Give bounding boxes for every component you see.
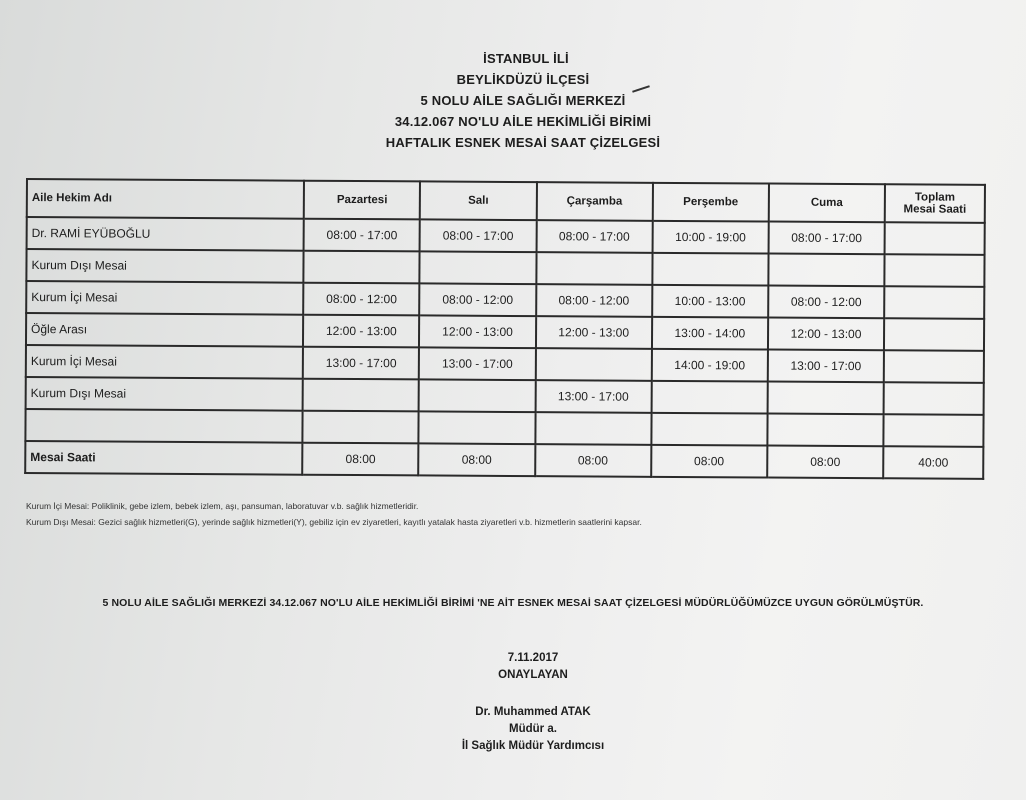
footnotes <box>26 498 642 530</box>
cell-friday: 12:00 - 13:00 <box>768 318 884 351</box>
document-header <box>0 48 1026 153</box>
total-wednesday: 08:00 <box>535 444 651 477</box>
header-province: İSTANBUL İLİ <box>483 51 569 66</box>
cell-friday: 13:00 - 17:00 <box>768 350 884 383</box>
cell-wednesday: 13:00 - 17:00 <box>535 380 651 413</box>
row-label: Kurum İçi Mesai <box>26 345 303 379</box>
cell-total <box>885 222 985 255</box>
cell-wednesday: 08:00 - 12:00 <box>536 284 652 317</box>
cell-thursday: 13:00 - 14:00 <box>652 317 768 350</box>
cell-thursday: 14:00 - 19:00 <box>651 349 767 382</box>
cell-thursday <box>651 381 767 414</box>
cell-wednesday: 08:00 - 17:00 <box>536 220 652 253</box>
header-total-hours <box>885 184 985 223</box>
cell-total <box>884 254 984 287</box>
header-district: BEYLİKDÜZÜ İLÇESİ <box>456 72 590 87</box>
approver-position: İl Sağlık Müdür Yardımcısı <box>461 740 605 752</box>
cell-thursday <box>652 253 768 286</box>
cell-monday: 12:00 - 13:00 <box>303 315 419 348</box>
cell-tuesday <box>419 411 535 444</box>
total-thursday: 08:00 <box>651 445 767 478</box>
row-label: Kurum İçi Mesai <box>26 281 303 315</box>
header-total-line1: Toplam <box>914 191 955 204</box>
header-health-center: 5 NOLU AİLE SAĞLIĞI MERKEZİ <box>420 93 626 108</box>
row-label <box>25 409 302 443</box>
row-label: Dr. RAMİ EYÜBOĞLU <box>27 217 304 251</box>
cell-tuesday: 08:00 - 17:00 <box>420 219 536 252</box>
cell-friday: 08:00 - 17:00 <box>768 222 884 255</box>
total-friday: 08:00 <box>767 446 883 479</box>
total-row-label: Mesai Saati <box>25 441 302 475</box>
note-outside-hours: Kurum Dışı Mesai: Gezici sağlık hizmetleri(G), yerinde sağlık hizmetleri(Y), gebiliz için ev ziyaretleri, kayıtlı yatalak hasta ziyaretleri v.b. hizmetlerin saatlerini kapsar. <box>26 517 642 527</box>
cell-tuesday <box>420 251 536 284</box>
cell-tuesday: 13:00 - 17:00 <box>419 347 535 380</box>
header-thursday: Perşembe <box>652 183 768 222</box>
total-weekly: 40:00 <box>883 446 983 479</box>
approver-title: Müdür a. <box>509 723 557 735</box>
cell-tuesday: 12:00 - 13:00 <box>419 315 535 348</box>
cell-tuesday <box>419 379 535 412</box>
row-label: Kurum Dışı Mesai <box>26 377 303 411</box>
total-monday: 08:00 <box>302 443 418 476</box>
approval-statement: 5 NOLU AİLE SAĞLIĞI MERKEZİ 34.12.067 NO'LU AİLE HEKİMLİĞİ BİRİMİ 'NE AİT ESNEK MESAİ SAAT ÇİZELGESİ MÜDÜRLÜĞÜMÜZCE UYGUN GÖRÜLMÜŞTÜR. <box>102 597 924 609</box>
cell-monday: 08:00 - 12:00 <box>303 283 419 316</box>
cell-monday: 08:00 - 17:00 <box>304 219 420 252</box>
cell-wednesday: 12:00 - 13:00 <box>536 316 652 349</box>
cell-monday <box>304 251 420 284</box>
approver-name: Dr. Muhammed ATAK <box>475 706 591 718</box>
header-tuesday: Salı <box>420 181 536 220</box>
cell-wednesday <box>535 348 651 381</box>
schedule-table <box>24 178 986 480</box>
table-total-row <box>25 441 983 479</box>
signature-block <box>0 650 1026 755</box>
total-tuesday: 08:00 <box>419 443 535 476</box>
cell-friday: 08:00 - 12:00 <box>768 286 884 319</box>
cell-total <box>884 286 984 319</box>
cell-total <box>884 318 984 351</box>
cell-friday <box>767 414 883 447</box>
cell-wednesday <box>536 252 652 285</box>
cell-thursday: 10:00 - 19:00 <box>652 221 768 254</box>
row-label: Öğle Arası <box>26 313 303 347</box>
cell-monday <box>303 379 419 412</box>
cell-monday <box>303 411 419 444</box>
cell-friday <box>768 254 884 287</box>
cell-total <box>884 350 984 383</box>
table-header-row <box>27 179 985 223</box>
cell-monday: 13:00 - 17:00 <box>303 347 419 380</box>
header-monday: Pazartesi <box>304 181 420 220</box>
note-inside-hours: Kurum İçi Mesai: Poliklinik, gebe izlem, bebek izlem, aşı, pansuman, laboratuvar v.b. sağlık hizmetleridir. <box>26 501 419 511</box>
cell-tuesday: 08:00 - 12:00 <box>420 283 536 316</box>
row-label: Kurum Dışı Mesai <box>26 249 303 283</box>
cell-total <box>883 414 983 447</box>
header-friday: Cuma <box>769 184 885 223</box>
cell-thursday <box>651 413 767 446</box>
header-total-line2: Mesai Saati <box>903 203 967 216</box>
header-schedule-title: HAFTALIK ESNEK MESAİ SAAT ÇİZELGESİ <box>385 135 661 150</box>
header-wednesday: Çarşamba <box>536 182 652 221</box>
header-unit: 34.12.067 NO'LU AİLE HEKİMLİĞİ BİRİMİ <box>394 114 652 129</box>
approval-date: 7.11.2017 <box>507 652 559 664</box>
approver-label: ONAYLAYAN <box>498 669 568 681</box>
cell-total <box>884 382 984 415</box>
header-doctor-name: Aile Hekim Adı <box>27 179 304 219</box>
cell-wednesday <box>535 412 651 445</box>
cell-thursday: 10:00 - 13:00 <box>652 285 768 318</box>
cell-friday <box>767 382 883 415</box>
